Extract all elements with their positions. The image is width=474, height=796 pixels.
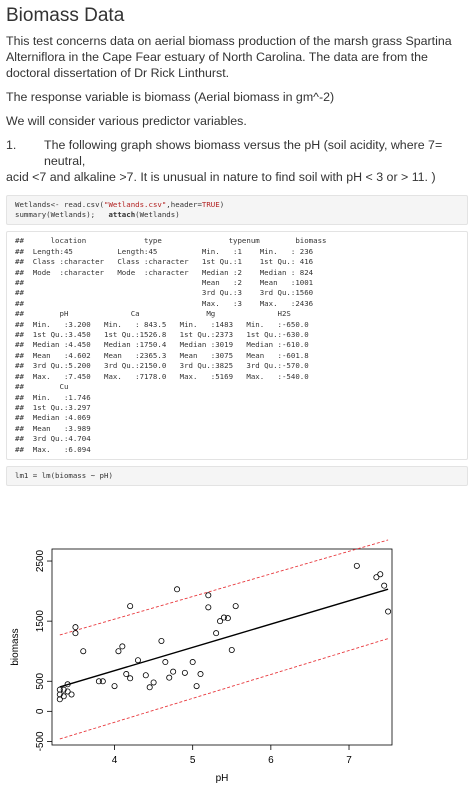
question-number: 1. (6, 138, 17, 152)
data-point (116, 649, 121, 654)
summary-line: ## Mode :character Mode :character Median :2 Median : 824 (15, 267, 314, 277)
summary-line: ## Min. :1.746 (15, 392, 91, 402)
code-text: Wetlands<- read.csv( (15, 200, 104, 209)
code-block-lm: lm1 = lm(biomass ~ pH) (6, 466, 468, 486)
page-title: Biomass Data (6, 5, 125, 26)
data-point (225, 616, 230, 621)
summary-line: ## pH Ca Mg H2S (15, 309, 291, 319)
summary-line: ## 1st Qu.:3.450 1st Qu.:1526.8 1st Qu.:2373 1st Qu.:-630.0 (15, 330, 309, 340)
data-point (229, 647, 234, 652)
x-axis-label: pH (215, 773, 229, 784)
data-point (354, 563, 359, 568)
code-keyword: attach (108, 210, 136, 220)
data-point (143, 673, 148, 678)
code-text: (Wetlands) (135, 210, 180, 220)
y-tick-label: -500 (35, 731, 46, 752)
summary-line: ## Length:45 Length:45 Min. :1 Min. : 236 (15, 246, 314, 256)
summary-line: ## Min. :3.200 Min. : 843.5 Min. :1483 Min. :-650.0 (15, 319, 309, 329)
predictors-paragraph: We will consider various predictor variables. (6, 114, 247, 128)
y-tick-label: 0 (35, 708, 46, 715)
data-point (206, 605, 211, 610)
data-point (135, 658, 140, 663)
summary-line: ## Mean :4.602 Mean :2365.3 Mean :3075 Mean :-601.8 (15, 350, 309, 360)
data-point (233, 604, 238, 609)
code-block-read (6, 195, 468, 225)
scatter-plot (0, 497, 474, 791)
response-paragraph: The response variable is biomass (Aerial biomass in gm^-2) (6, 90, 335, 104)
data-point (128, 676, 133, 681)
data-point (81, 649, 86, 654)
data-point (151, 680, 156, 685)
y-axis-label: biomass (10, 628, 21, 666)
data-point (147, 685, 152, 690)
data-point (174, 587, 179, 592)
summary-line: ## Median :4.450 Median :1750.4 Median :3019 Median :-610.0 (15, 340, 309, 350)
data-point (73, 631, 78, 636)
data-point (198, 671, 203, 676)
x-tick-label: 4 (111, 755, 118, 766)
summary-line: ## Median :4.069 (15, 413, 91, 423)
data-point (100, 679, 105, 684)
summary-line: ## 3rd Qu.:3 3rd Qu.:1560 (15, 288, 314, 298)
data-point (378, 572, 383, 577)
data-point (182, 670, 187, 675)
data-point (69, 692, 74, 697)
prediction-band-lower (60, 639, 388, 739)
summary-output (6, 231, 468, 460)
summary-line: ## Max. :7.450 Max. :7178.0 Max. :5169 Max. :-540.0 (15, 371, 309, 381)
question-text (6, 137, 468, 185)
code-text: ) (219, 200, 225, 209)
summary-line: ## Mean :2 Mean :1001 (15, 278, 314, 288)
data-point (112, 683, 117, 688)
data-point (171, 669, 176, 674)
regression-line (60, 589, 388, 687)
chart-svg (0, 497, 474, 791)
data-point (194, 683, 199, 688)
data-point (206, 593, 211, 598)
data-point (190, 659, 195, 664)
x-tick-label: 5 (189, 755, 196, 766)
y-tick-label: 1500 (35, 610, 46, 633)
data-point (214, 631, 219, 636)
summary-line: ## location type typenum biomass (15, 236, 327, 246)
prediction-band-upper (60, 540, 388, 635)
data-point (167, 675, 172, 680)
code-keyword-true: TRUE (201, 200, 220, 209)
code-text: summary(Wetlands); (15, 210, 109, 220)
data-point (128, 604, 133, 609)
summary-line: ## Max. :6.094 (15, 444, 91, 454)
summary-line: ## Max. :3 Max. :2436 (15, 298, 314, 308)
data-point (382, 583, 387, 588)
data-point (120, 644, 125, 649)
code-text: ,header= (166, 200, 202, 209)
summary-line: ## 1st Qu.:3.297 (15, 402, 91, 412)
summary-line: ## Class :character Class :character 1st Qu.:1 1st Qu.: 416 (15, 257, 314, 267)
plot-frame (52, 549, 392, 745)
x-tick-label: 6 (268, 755, 274, 766)
summary-line: ## Mean :3.989 (15, 423, 91, 433)
y-tick-label: 2500 (35, 549, 46, 573)
data-point (124, 671, 129, 676)
summary-line: ## 3rd Qu.:4.704 (15, 434, 91, 444)
data-point (159, 638, 164, 643)
x-tick-label: 7 (346, 755, 352, 766)
code-string: "Wetlands.csv" (104, 200, 167, 209)
question-text-cont: acid <7 and alkaline >7. It is unusual in nature to find soil with pH < 3 or > 11. ) (6, 170, 436, 184)
summary-line: ## Cu (15, 382, 69, 392)
intro-paragraph: This test concerns data on aerial biomass production of the marsh grass Spartina Alterniflora in the Cape Fear estuary of North Carolina. The data are from the doctoral dissertation of Dr Rick Linthurst. (6, 34, 452, 80)
question-text-first: The following graph shows biomass versus the pH (soil acidity, where 7= neutral, (44, 138, 443, 168)
summary-line: ## 3rd Qu.:5.200 3rd Qu.:2150.0 3rd Qu.:3825 3rd Qu.:-570.0 (15, 361, 309, 371)
data-point (73, 625, 78, 630)
data-point (385, 609, 390, 614)
data-point (163, 659, 168, 664)
y-tick-label: 500 (35, 672, 46, 690)
question-1 (6, 137, 468, 185)
